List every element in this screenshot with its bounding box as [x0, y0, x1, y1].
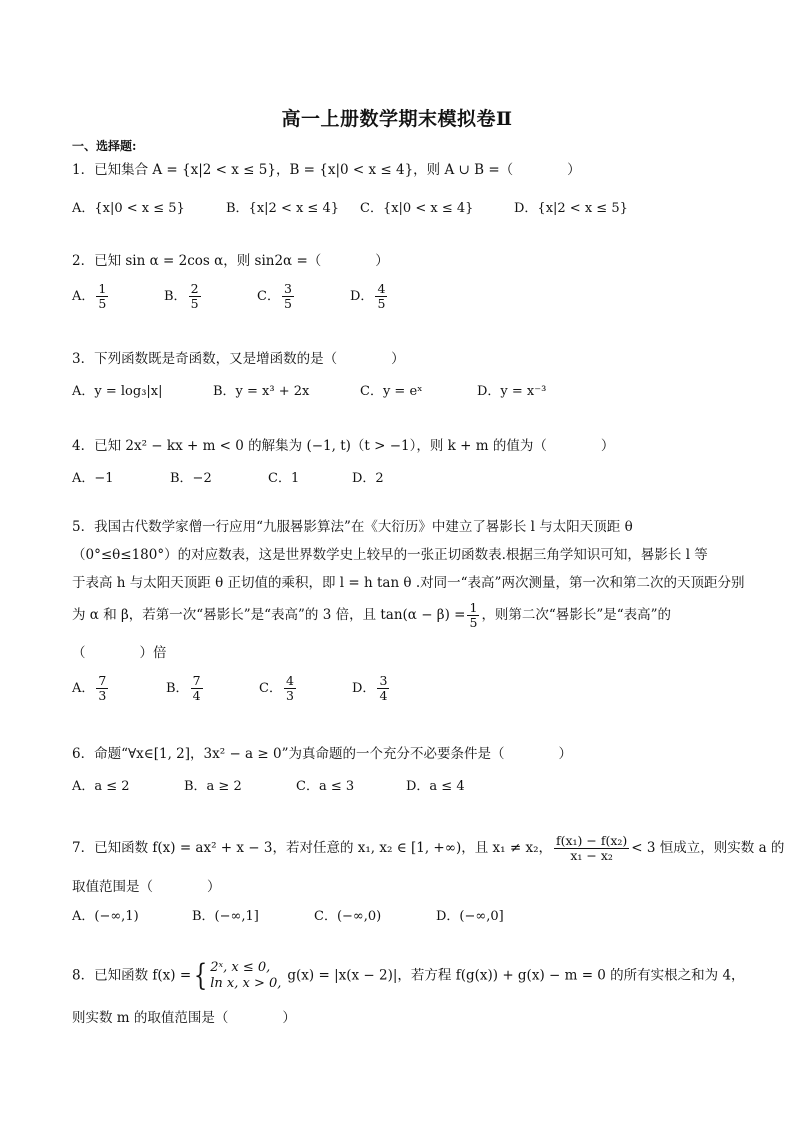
question-6-option-d: D．a ≤ 4	[406, 779, 465, 794]
fraction-denominator: 5	[469, 615, 478, 630]
question-7-option-c: C．(−∞,0)	[314, 909, 382, 924]
fraction-denominator: 4	[192, 688, 201, 703]
fraction-denominator: x₁ − x₂	[570, 848, 613, 863]
question-7-option-d: D．(−∞,0]	[436, 909, 504, 924]
question-5-option-d	[352, 674, 391, 703]
question-5-line-4	[72, 601, 671, 630]
question-1-option-b: B．{x|2 < x ≤ 4}	[226, 201, 339, 216]
question-5-option-a	[72, 674, 110, 703]
section-heading: 一、选择题:	[72, 139, 137, 153]
option-label: C．	[257, 289, 280, 304]
question-2-option-d	[350, 282, 389, 311]
question-5-line-5: （ ）倍	[72, 645, 167, 661]
fraction	[189, 282, 201, 311]
question-1-option-c: C．{x|0 < x ≤ 4}	[360, 201, 474, 216]
question-1-option-d: D．{x|2 < x ≤ 5}	[514, 201, 628, 216]
question-2-option-c	[257, 282, 296, 311]
fraction-numerator: 2	[190, 281, 199, 296]
fraction	[554, 834, 629, 863]
question-1-stem: 1．已知集合 A = {x|2 < x ≤ 5}，B = {x|0 < x ≤ 4}，则 A ∪ B =（ ）	[72, 162, 581, 178]
fraction	[467, 601, 479, 630]
question-3-option-c: C．y = eˣ	[360, 384, 423, 399]
piecewise-case-1: 2ˣ, x ≤ 0,	[210, 960, 271, 975]
fraction-denominator: 3	[98, 688, 107, 703]
question-7-option-b: B．(−∞,1]	[192, 909, 259, 924]
question-8-stem-mid: g(x) = |x(x − 2)|，若方程 f(g(x)) + g(x) − m = 0 的所有实根之和为 4，	[287, 967, 745, 984]
question-7-option-a: A．(−∞,1)	[72, 909, 139, 924]
option-label: A．	[72, 681, 95, 696]
fraction-denominator: 5	[283, 296, 292, 311]
question-7-stem-post: < 3 恒成立，则实数 a 的	[631, 840, 785, 856]
fraction	[282, 282, 294, 311]
question-4-option-d: D．2	[352, 471, 384, 486]
question-7-stem-pre: 7．已知函数 f(x) = ax² + x − 3，若对任意的 x₁, x₂ ∈ [1, +∞)，且 x₁ ≠ x₂，	[72, 840, 552, 856]
question-3-stem: 3．下列函数既是奇函数，又是增函数的是（ ）	[72, 351, 405, 367]
piecewise-brace: {	[194, 958, 208, 993]
question-6-option-c: C．a ≤ 3	[296, 779, 355, 794]
fraction-numerator: 3	[283, 281, 292, 296]
question-7-stem	[72, 834, 784, 863]
piecewise-cases	[210, 960, 281, 992]
fraction-numerator: 1	[98, 281, 107, 296]
question-8-line-2: 则实数 m 的取值范围是（ ）	[72, 1010, 296, 1026]
fraction-numerator: f(x₁) − f(x₂)	[555, 833, 628, 848]
fraction-numerator: 4	[377, 281, 386, 296]
question-6-option-b: B．a ≥ 2	[184, 779, 242, 794]
question-2-option-b	[164, 282, 203, 311]
option-label: D．	[350, 289, 374, 304]
fraction-denominator: 5	[190, 296, 199, 311]
question-5-option-c	[259, 674, 298, 703]
fraction-numerator: 7	[98, 673, 107, 688]
question-5-line-4-pre: 为 α 和 β，若第一次“晷影长”是“表高”的 3 倍，且 tan(α − β) =	[72, 607, 466, 623]
question-1-option-a: A．{x|0 < x ≤ 5}	[72, 201, 185, 216]
question-6-stem: 6．命题“∀x∈[1, 2]，3x² − a ≥ 0”为真命题的一个充分不必要条件是（ ）	[72, 746, 572, 762]
option-label: B．	[166, 681, 189, 696]
question-4-option-a: A．−1	[72, 471, 114, 486]
fraction-denominator: 4	[379, 688, 388, 703]
fraction-denominator: 3	[285, 688, 294, 703]
fraction	[375, 282, 387, 311]
question-8-stem	[72, 960, 745, 992]
question-3-option-d: D．y = x⁻³	[477, 384, 547, 399]
question-4-stem: 4．已知 2x² − kx + m < 0 的解集为 (−1, t)（t > −1），则 k + m 的值为（ ）	[72, 438, 615, 454]
fraction	[284, 674, 296, 703]
question-5-line-1: 5．我国古代数学家僧一行应用“九服晷影算法”在《大衍历》中建立了晷影长 l 与太阳天顶距 θ	[72, 519, 633, 535]
question-3-option-a: A．y = log₃|x|	[72, 384, 163, 399]
question-5-line-4-post: ，则第二次“晷影长”是“表高”的	[481, 607, 672, 623]
fraction-denominator: 5	[98, 296, 107, 311]
fraction-numerator: 1	[469, 600, 478, 615]
fraction	[96, 674, 108, 703]
piecewise-case-2: ln x, x > 0,	[210, 976, 282, 991]
question-5-line-3: 于表高 h 与太阳天顶距 θ 正切值的乘积，即 l = h tan θ .对同一“表高”两次测量，第一次和第二次的天顶距分别	[72, 575, 745, 591]
question-5-option-b	[166, 674, 205, 703]
question-2-option-a	[72, 282, 110, 311]
fraction-numerator: 7	[192, 673, 201, 688]
question-4-option-b: B．−2	[170, 471, 212, 486]
fraction	[96, 282, 108, 311]
fraction-numerator: 4	[285, 673, 294, 688]
option-label: A．	[72, 289, 95, 304]
option-label: D．	[352, 681, 376, 696]
page-title: 高一上册数学期末模拟卷Ⅱ	[281, 108, 513, 130]
fraction-numerator: 3	[379, 673, 388, 688]
question-6-option-a: A．a ≤ 2	[72, 779, 130, 794]
question-4-option-c: C．1	[268, 471, 300, 486]
fraction	[191, 674, 203, 703]
option-label: C．	[259, 681, 282, 696]
option-label: B．	[164, 289, 187, 304]
question-7-line-2: 取值范围是（ ）	[72, 879, 221, 895]
question-2-stem: 2．已知 sin α = 2cos α，则 sin2α =（ ）	[72, 253, 389, 269]
fraction	[377, 674, 389, 703]
question-8-stem-pre: 8．已知函数 f(x) =	[72, 967, 192, 984]
question-5-line-2: （0°≤θ≤180°）的对应数表，这是世界数学史上较早的一张正切函数表.根据三角学知识可知，晷影长 l 等	[72, 547, 708, 563]
fraction-denominator: 5	[377, 296, 386, 311]
question-3-option-b: B．y = x³ + 2x	[213, 384, 310, 399]
